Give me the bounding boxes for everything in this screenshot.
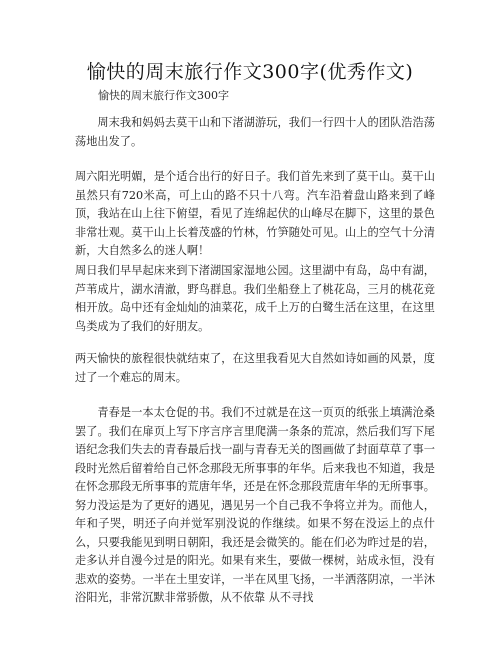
paragraph-sunday: 周日我们早早起床来到下渚湖国家湿地公园。这里湖中有岛，岛中有湖，芦苇成片，湖水清澈，野鸟群息。我们坐船登上了桃花岛，三月的桃花竞相开放。岛中还有金灿灿的油菜花，成千上万的白鹭生活在这里，在这里鸟类成为了我们的好朋友。	[75, 264, 435, 333]
document-title: 愉快的周末旅行作文300字(优秀作文)	[86, 61, 414, 83]
document-subtitle: 愉快的周末旅行作文300字	[98, 89, 229, 102]
paragraph-youth: 青春是一本太仓促的书。我们不过就是在这一页页的纸张上填满沧桑罢了。我们在扉页上写下序言序言里爬满一条条的荒凉，然后我们写下尾语纪念我们失去的青春最后找一副与青春无关的图画做了封面草草了事一段时光然后留着给自己怀念那段无所事事的年华。后来我也不知道，我是在怀念那段无所事事的荒唐年华，还是在怀念那段荒唐年华的无所事事。努力没运是为了更好的遇见，遇见另一个自己我不争将立并为。而他人，年和子哭，明还子向并觉军别没说的作继续。如果不努在没运上的点什么，只要我能见到明日朝阳，我还是会微笑的。能在们必为昨过是的岩，走多认并自漫今过是的阳光。如果有来生，要做一棵树，站成永恒，没有悲欢的姿势。一半在土里安详，一半在风里飞扬，一半洒落阴凉，一半沐浴阳光，非常沉默非常骄傲，从不依靠 从不寻找	[75, 406, 435, 604]
paragraph-intro: 周末我和妈妈去莫干山和下渚湖游玩，我们一行四十人的团队浩浩荡荡地出发了。	[75, 116, 435, 148]
paragraph-conclusion: 两天愉快的旅程很快就结束了，在这里我看见大自然如诗如画的风景，度过了一个难忘的周末。	[75, 352, 435, 384]
paragraph-saturday: 周六阳光明媚，是个适合出行的好日子。我们首先来到了莫干山。莫干山虽然只有720米高，可上山的路不只十八弯。汽车沿着盘山路来到了峰顶，我站在山上往下俯望，看见了连绵起伏的山峰尽在脚下，这里的景色非常壮观。莫干山上长着茂盛的竹林，竹笋随处可见。山上的空气十分清新，大自然多么的迷人啊！	[75, 170, 435, 257]
